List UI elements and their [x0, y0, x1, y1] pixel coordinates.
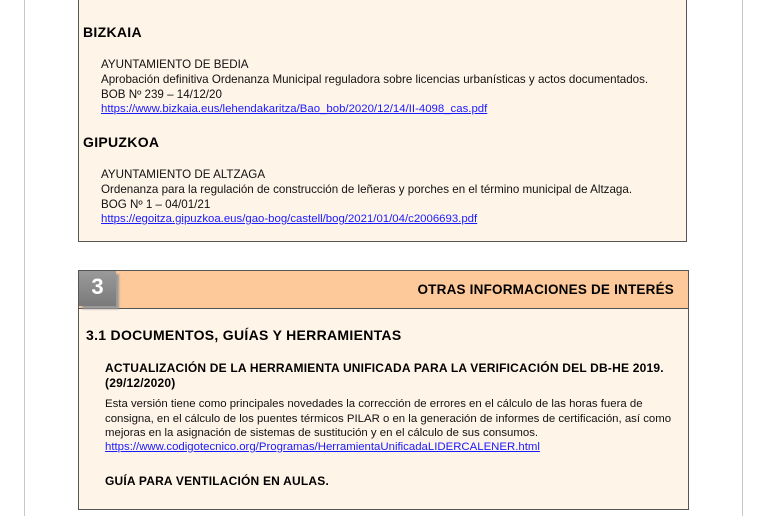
boletines-box: [78, 0, 687, 242]
region-heading-gipuzkoa: GIPUZKOA: [83, 134, 160, 150]
region-heading-bizkaia: BIZKAIA: [83, 24, 142, 40]
item-2-title: GUÍA PARA VENTILACIÓN EN AULAS.: [105, 474, 329, 488]
section-3-box: [78, 270, 689, 510]
gipuzkoa-description: Ordenanza para la regulación de construcción de leñeras y porches en el término municipal de Altzaga.: [101, 183, 633, 196]
item-1-link[interactable]: https://www.codigotecnico.org/Programas/HerramientaUnificadaLIDERCALENER.html: [105, 441, 540, 453]
gipuzkoa-entity: AYUNTAMIENTO DE ALTZAGA: [101, 168, 266, 181]
item-1-body: Esta versión tiene como principales novedades la corrección de errores en el cálculo de las horas fuera de consigna, en el cálculo de los puentes térmicos PILAR o en la generación de informes de certificación, así como mejoras en la asignación de sistemas de sustitución y en el cálculo de sus consumos.: [105, 398, 672, 439]
gipuzkoa-link[interactable]: https://egoitza.gipuzkoa.eus/gao-bog/castell/bog/2021/01/04/c2006693.pdf: [101, 213, 478, 225]
bizkaia-bulletin: BOB Nº 239 – 14/12/20: [101, 88, 222, 101]
bizkaia-description: Aprobación definitiva Ordenanza Municipal reguladora sobre licencias urbanísticas y actos documentados.: [101, 73, 649, 86]
section-title: OTRAS INFORMACIONES DE INTERÉS: [417, 282, 674, 297]
document-page: [24, 0, 743, 516]
gipuzkoa-bulletin: BOG Nº 1 – 04/01/21: [101, 198, 211, 211]
section-header: [79, 271, 688, 309]
section-number-badge: 3: [79, 271, 116, 306]
item-1-title: ACTUALIZACIÓN DE LA HERRAMIENTA UNIFICADA PARA LA VERIFICACIÓN DEL DB-HE 2019. (29/12/2020): [105, 361, 664, 390]
bizkaia-link[interactable]: https://www.bizkaia.eus/lehendakaritza/Bao_bob/2020/12/14/II-4098_cas.pdf: [101, 103, 488, 115]
bizkaia-entity: AYUNTAMIENTO DE BEDIA: [101, 58, 249, 71]
subsection-title: 3.1 DOCUMENTOS, GUÍAS Y HERRAMIENTAS: [86, 327, 402, 343]
